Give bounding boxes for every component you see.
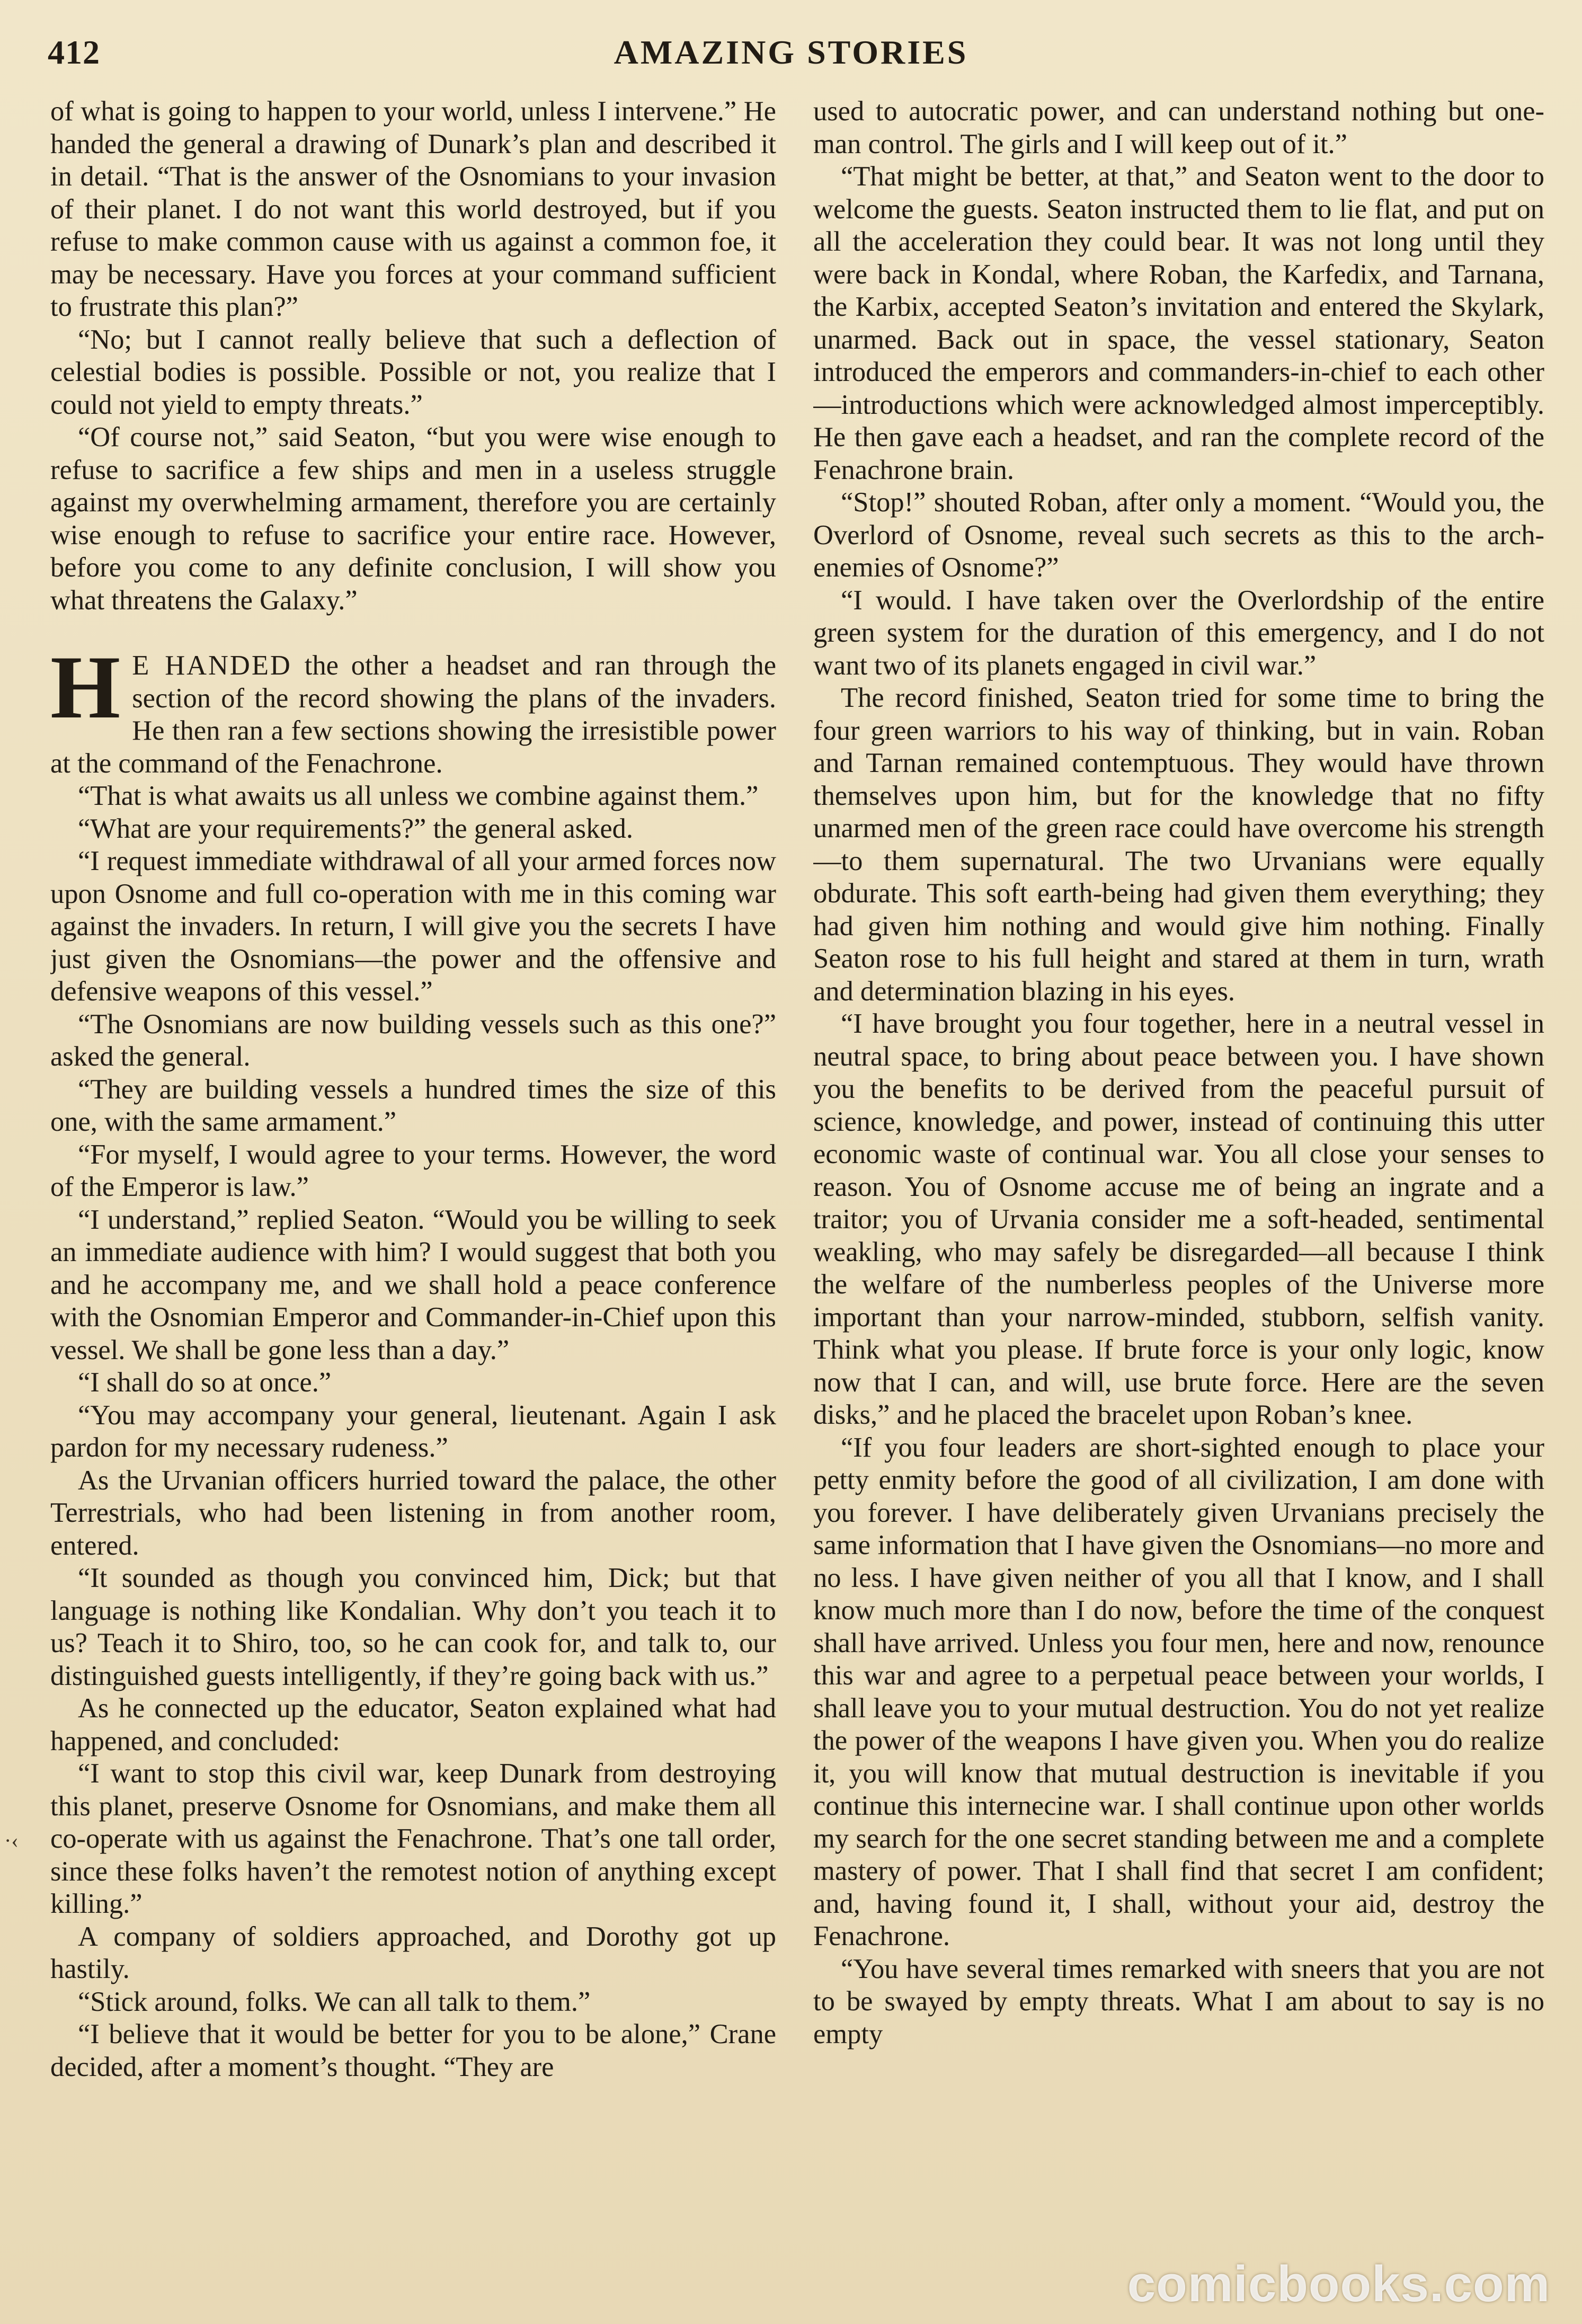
paragraph: “I understand,” replied Seaton. “Would you be willing to seek an immediate audience with him? I would suggest that both you and he accompany me, and we shall hold a peace conference with the Osnomian Emperor and Commander-in-Chief upon this vessel. We shall be gone less than a day.”: [50, 1204, 776, 1365]
paragraph: A company of soldiers approached, and Dorothy got up hastily.: [50, 1921, 776, 1984]
paragraph: “You may accompany your general, lieutenant. Again I ask pardon for my necessary rudeness.”: [50, 1399, 776, 1463]
paragraph: “Of course not,” said Seaton, “but you were wise enough to refuse to sacrifice a few ships and men in a useless struggle against my overwhelming armament, therefore you are certainly wise enough to refuse to sacrifice your entire race. However, before you come to any definite conclusion, I will show you what threatens the Galaxy.”: [50, 422, 776, 616]
paragraph: “For myself, I would agree to your terms. However, the word of the Emperor is law.”: [50, 1139, 776, 1202]
paragraph: “They are building vessels a hundred times the size of this one, with the same armament.”: [50, 1074, 776, 1137]
paragraph: “If you four leaders are short-sighted enough to place your petty enmity before the good of all civilization, I am done with you forever. I have deliberately given Urvanians precisely the same information that I have given the Osnomians—no more and no less. I have given neither of you all that I know, and I shall know much more than I do now, before the time of the conquest shall have arrived. Unless you four men, here and now, renounce this war and agree to a perpetual peace between your worlds, I shall leave you to your mutual destruction. You do not yet realize the power of the weapons I have given you. When you do realize it, you will know that mutual destruction is inevitable if you continue this internecine war. I shall continue upon other worlds my search for the one secret standing between me and a complete mastery of power. That I shall find that secret I am confident; and, having found it, I shall, without your aid, destroy the Fenachrone.: [813, 1432, 1544, 1952]
paragraph: used to autocratic power, and can understand nothing but one-man control. The girls and I will keep out of it.”: [813, 96, 1544, 159]
paragraph: “Stick around, folks. We can all talk to them.”: [78, 1986, 591, 2017]
watermark: comicbooks.com: [1127, 2256, 1550, 2312]
paragraph: “I have brought you four together, here in a neutral vessel in neutral space, to bring about peace between you. I have shown you the benefits to be derived from the peaceful pursuit of science, knowledge, and power, instead of continuing this utter economic waste of continual war. You all close your senses to reason. You of Osnome accuse me of being an ingrate and a traitor; you of Urvania consider me a soft-headed, sentimental weakling, who may safely be disregarded—all because I think the welfare of the numberless peoples of the Universe more important than your narrow-minded, stubborn, selfish vanity. Think what you please. If brute force is your only logic, know now that I can, and will, use brute force. Here are the seven disks,” and he placed the bracelet upon Roban’s knee.: [813, 1008, 1544, 1430]
dropcap-paragraph: [50, 637, 776, 780]
paragraph: The record finished, Seaton tried for some time to bring the four green warriors to his way of thinking, but in vain. Roban and Tarnan remained contemptuous. They would have thrown themselves upon him, but for the knowledge that no fifty unarmed men of the green race could have overcome his strength—to them supernatural. The two Urvanians were equally obdurate. This soft earth-being had given them everything; they had given him nothing and would give him nothing. Finally Seaton rose to his full height and stared at them in turn, wrath and determination blazing in his eyes.: [813, 682, 1544, 1007]
lead-in-caps: E HANDED: [132, 650, 292, 681]
paragraph: “I want to stop this civil war, keep Dunark from destroying this planet, preserve Osnome for Osnomians, and make them all co-operate with us against the Fenachrone. That’s one tall order, since these folks haven’t the remotest notion of anything except killing.”: [50, 1758, 776, 1919]
paragraph: “No; but I cannot really believe that such a deflection of celestial bodies is possible. Possible or not, you realize that I could not yield to empty threats.”: [50, 324, 776, 420]
running-head-title: AMAZING STORIES: [614, 33, 968, 71]
dropcap-paragraph-text: the other a headset and ran through the section of the record showing the plans of the invaders. He then ran a few sections showing the irresistible power at the command of the Fenachrone.: [50, 650, 776, 779]
left-column: [50, 95, 776, 2324]
paragraph: “That might be better, at that,” and Seaton went to the door to welcome the guests. Seaton instructed them to lie flat, and put on all the acceleration they could bear. It was not long until they were back in Kondal, where Roban, the Karfedix, and Tarnana, the Karbix, accepted Seaton’s invitation and entered the Skylark, unarmed. Back out in space, the vessel stationary, Seaton introduced the emperors and commanders-in-chief to each other—introductions which were acknowledged almost imperceptibly. He then gave each a headset, and ran the complete record of the Fenachrone brain.: [813, 161, 1544, 485]
paragraph: “What are your requirements?” the general asked.: [78, 813, 634, 844]
page-header: [48, 28, 1534, 86]
paragraph: “I would. I have taken over the Overlordship of the entire green system for the duration of this emergency, and I do not want two of its planets engaged in civil war.”: [813, 584, 1544, 681]
paragraph: “I request immediate withdrawal of all your armed forces now upon Osnome and full co-operation with me in this coming war against the invaders. In return, I will give you the secrets I have just given the Osnomians—the power and the offensive and defensive weapons of this vessel.”: [50, 846, 776, 1007]
paragraph: As he connected up the educator, Seaton explained what had happened, and concluded:: [50, 1693, 776, 1757]
paragraph: “The Osnomians are now building vessels such as this one?” asked the general.: [50, 1008, 776, 1072]
paragraph: “It sounded as though you convinced him, Dick; but that language is nothing like Kondalian. Why don’t you teach it to us? Teach it to Shiro, too, so he can cook for, and talk to, our distinguished guests intelligently, if they’re going back with us.”: [50, 1563, 776, 1691]
paragraph: “Stop!” shouted Roban, after only a moment. “Would you, the Overlord of Osnome, reveal such secrets as this to the arch-enemies of Osnome?”: [813, 487, 1544, 583]
paragraph: As the Urvanian officers hurried toward the palace, the other Terrestrials, who had been listening in from another room, entered.: [50, 1465, 776, 1561]
paragraph: “I believe that it would be better for you to be alone,” Crane decided, after a moment’s thought. “They are: [50, 2019, 776, 2082]
section-break: [50, 617, 776, 650]
paragraph: of what is going to happen to your world, unless I intervene.” He handed the general a drawing of Dunark’s plan and described it in detail. “That is the answer of the Osnomians to your invasion of their planet. I do not want this world destroyed, but if you refuse to make common cause with us against a common foe, it may be necessary. Have you forces at your command sufficient to frustrate this plan?”: [50, 96, 776, 322]
right-column: [813, 95, 1544, 2324]
paragraph: “That is what awaits us all unless we combine against them.”: [78, 780, 759, 811]
paragraph: “I shall do so at once.”: [78, 1367, 332, 1398]
page-number: 412: [48, 33, 100, 71]
margin-mark: ·‹: [4, 1829, 19, 1852]
drop-cap: H: [50, 637, 121, 737]
paragraph: “You have several times remarked with sneers that you are not to be swayed by empty threats. What I am about to say is no empty: [813, 1953, 1544, 2050]
